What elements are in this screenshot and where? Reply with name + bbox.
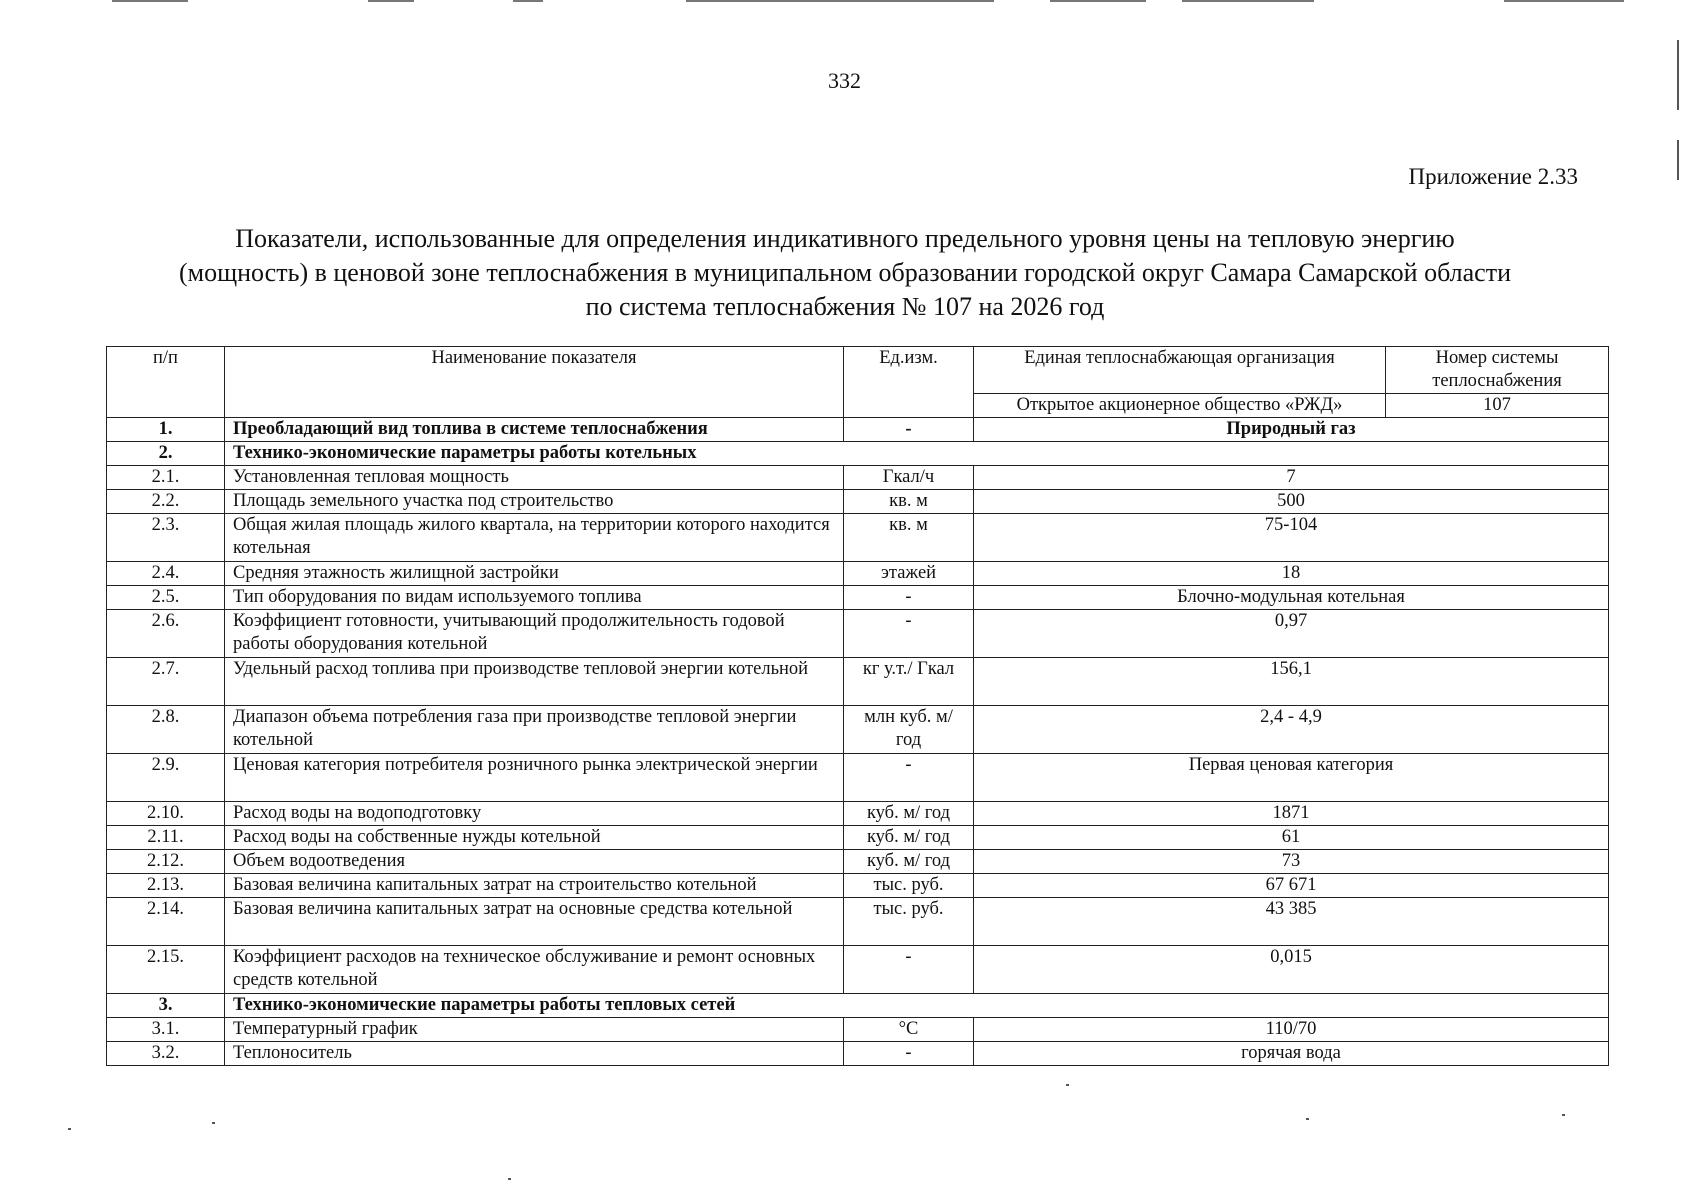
document-title (100, 222, 1590, 324)
row-name: Установленная тепловая мощность (225, 466, 844, 490)
table-row (107, 802, 1609, 826)
table-row (107, 658, 1609, 706)
row-name: Температурный график (225, 1018, 844, 1042)
table-row (107, 826, 1609, 850)
row-unit: °С (844, 1018, 974, 1042)
indicators-table (106, 346, 1609, 1066)
row-name: Базовая величина капитальных затрат на строительство котельной (225, 874, 844, 898)
row-num: 2.12. (107, 850, 225, 874)
header-org: Единая теплоснабжающая организация (974, 347, 1386, 394)
row-num: 2.1. (107, 466, 225, 490)
row-unit: тыс. руб. (844, 898, 974, 946)
row-num: 2.7. (107, 658, 225, 706)
header-org-value: Открытое акционерное общество «РЖД» (974, 394, 1386, 418)
row-num: 2.4. (107, 562, 225, 586)
row-num: 2.5. (107, 586, 225, 610)
row-value: 110/70 (974, 1018, 1609, 1042)
title-line: Показатели, использованные для определения индикативного предельного уровня цены на тепловую энергию (235, 224, 1455, 253)
title-line: по система теплоснабжения № 107 на 2026 год (585, 292, 1105, 321)
row-num: 2.15. (107, 946, 225, 994)
table-row (107, 1018, 1609, 1042)
table-row (107, 874, 1609, 898)
row-value: Первая ценовая категория (974, 754, 1609, 802)
row-num: 2.2. (107, 490, 225, 514)
table-row (107, 586, 1609, 610)
row-num: 2.6. (107, 610, 225, 658)
table-row (107, 418, 1609, 442)
row-unit: кв. м (844, 514, 974, 562)
row-unit: - (844, 1042, 974, 1066)
row-num: 2.10. (107, 802, 225, 826)
row-value: 43 385 (974, 898, 1609, 946)
row-unit: кг у.т./ Гкал (844, 658, 974, 706)
row-name: Удельный расход топлива при производстве тепловой энергии котельной (225, 658, 844, 706)
row-name: Технико-экономические параметры работы котельных (225, 442, 1609, 466)
row-value: 75-104 (974, 514, 1609, 562)
row-value: 500 (974, 490, 1609, 514)
row-unit: - (844, 946, 974, 994)
appendix-label: Приложение 2.33 (1408, 164, 1578, 189)
table-row (107, 562, 1609, 586)
row-num: 2.8. (107, 706, 225, 754)
title-line: (мощность) в ценовой зоне теплоснабжения в муниципальном образовании городской округ Самара Самарской области (178, 258, 1511, 287)
section-row (107, 442, 1609, 466)
header-system: Номер системы теплоснабжения (1386, 347, 1609, 394)
row-num: 2.3. (107, 514, 225, 562)
table-row (107, 850, 1609, 874)
row-num: 3. (107, 994, 225, 1018)
row-unit: Гкал/ч (844, 466, 974, 490)
table-row (107, 466, 1609, 490)
row-value: горячая вода (974, 1042, 1609, 1066)
page-number: 332 (828, 68, 861, 93)
row-unit: млн куб. м/год (844, 706, 974, 754)
row-value: 156,1 (974, 658, 1609, 706)
row-unit: этажей (844, 562, 974, 586)
row-name: Коэффициент готовности, учитывающий продолжительность годовой работы оборудования котельной (225, 610, 844, 658)
scan-edge-mark (1677, 140, 1679, 180)
table-row (107, 706, 1609, 754)
row-unit: кв. м (844, 490, 974, 514)
row-name: Базовая величина капитальных затрат на основные средства котельной (225, 898, 844, 946)
row-name: Ценовая категория потребителя розничного рынка электрической энергии (225, 754, 844, 802)
header-unit: Ед.изм. (844, 347, 974, 418)
row-unit: - (844, 754, 974, 802)
section-row (107, 994, 1609, 1018)
table-row (107, 610, 1609, 658)
scan-speck (1066, 1084, 1069, 1086)
row-num: 1. (107, 418, 225, 442)
row-value: 0,97 (974, 610, 1609, 658)
row-unit: тыс. руб. (844, 874, 974, 898)
row-value: 61 (974, 826, 1609, 850)
row-name: Теплоноситель (225, 1042, 844, 1066)
scan-speck (508, 1178, 511, 1180)
scan-speck (1306, 1118, 1309, 1120)
row-name: Общая жилая площадь жилого квартала, на территории которого находится котельная (225, 514, 844, 562)
row-unit: куб. м/ год (844, 826, 974, 850)
row-value: 7 (974, 466, 1609, 490)
row-value: 2,4 - 4,9 (974, 706, 1609, 754)
table-row (107, 1042, 1609, 1066)
row-value: Природный газ (974, 418, 1609, 442)
row-num: 3.1. (107, 1018, 225, 1042)
row-name: Средняя этажность жилищной застройки (225, 562, 844, 586)
table-row (107, 946, 1609, 994)
row-num: 2. (107, 442, 225, 466)
scan-speck (212, 1122, 215, 1124)
row-value: 0,015 (974, 946, 1609, 994)
row-num: 2.9. (107, 754, 225, 802)
row-name: Технико-экономические параметры работы тепловых сетей (225, 994, 1609, 1018)
row-value: 18 (974, 562, 1609, 586)
row-unit: - (844, 610, 974, 658)
row-name: Преобладающий вид топлива в системе теплоснабжения (225, 418, 844, 442)
table-row (107, 490, 1609, 514)
row-name: Диапазон объема потребления газа при производстве тепловой энергии котельной (225, 706, 844, 754)
row-num: 3.2. (107, 1042, 225, 1066)
row-unit: куб. м/ год (844, 802, 974, 826)
row-value: Блочно-модульная котельная (974, 586, 1609, 610)
row-value: 73 (974, 850, 1609, 874)
row-value: 1871 (974, 802, 1609, 826)
header-name: Наименование показателя (225, 347, 844, 418)
table-row (107, 898, 1609, 946)
table-header-row (107, 347, 1609, 394)
row-unit: - (844, 418, 974, 442)
header-num: п/п (107, 347, 225, 418)
table-row (107, 754, 1609, 802)
row-name: Расход воды на водоподготовку (225, 802, 844, 826)
row-name: Тип оборудования по видам используемого топлива (225, 586, 844, 610)
header-system-value: 107 (1386, 394, 1609, 418)
scan-speck (68, 1128, 71, 1130)
row-num: 2.11. (107, 826, 225, 850)
row-unit: куб. м/ год (844, 850, 974, 874)
row-num: 2.14. (107, 898, 225, 946)
row-num: 2.13. (107, 874, 225, 898)
row-name: Объем водоотведения (225, 850, 844, 874)
row-value: 67 671 (974, 874, 1609, 898)
row-name: Площадь земельного участка под строительство (225, 490, 844, 514)
scan-top-marks (0, 0, 1689, 4)
row-unit: - (844, 586, 974, 610)
scan-speck (1562, 1114, 1565, 1116)
row-name: Расход воды на собственные нужды котельной (225, 826, 844, 850)
table-row (107, 514, 1609, 562)
row-name: Коэффициент расходов на техническое обслуживание и ремонт основных средств котельной (225, 946, 844, 994)
